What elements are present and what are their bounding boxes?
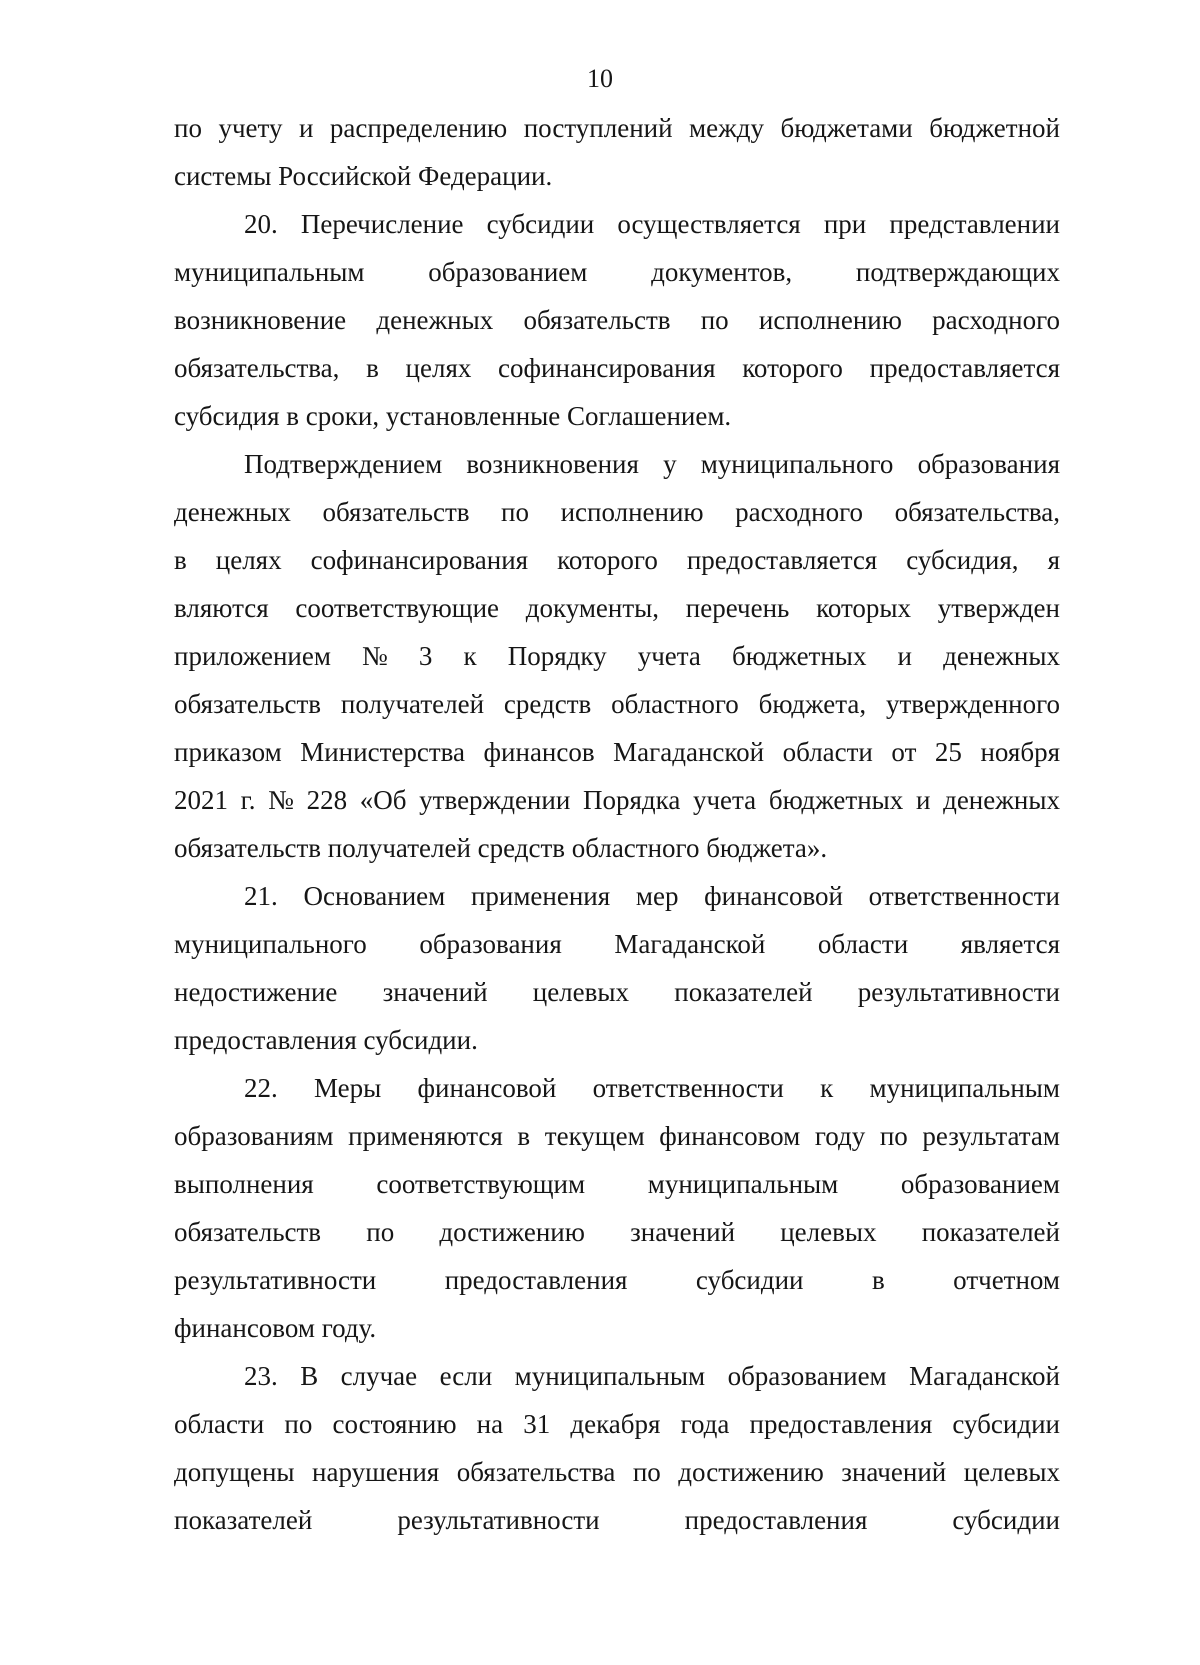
text-line: системы Российской Федерации.: [174, 161, 553, 191]
text-line: 20. Перечисление субсидии осуществляется при представлении: [244, 209, 1060, 239]
text-line: результативности предоставления субсидии в отчетном: [174, 1265, 1060, 1295]
text-line: возникновение денежных обязательств по исполнению расходного: [174, 305, 1060, 335]
text-line: допущены нарушения обязательства по достижению значений целевых: [174, 1457, 1060, 1487]
text-line: вляются соответствующие документы, перечень которых утвержден: [174, 593, 1060, 623]
text-line: обязательств получателей средств областного бюджета».: [174, 833, 828, 863]
text-line: приказом Министерства финансов Магаданской области от 25 ноября: [174, 737, 1060, 767]
text-line: показателей результативности предоставления субсидии: [174, 1505, 1060, 1535]
text-line: области по состоянию на 31 декабря года предоставления субсидии: [174, 1409, 1060, 1439]
text-line: финансовом году.: [174, 1313, 377, 1343]
text-line: приложением № 3 к Порядку учета бюджетных и денежных: [174, 641, 1060, 671]
text-line: недостижение значений целевых показателей результативности: [174, 977, 1060, 1007]
text-line: по учету и распределению поступлений между бюджетами бюджетной: [174, 113, 1060, 143]
text-line: обязательства, в целях софинансирования которого предоставляется: [174, 353, 1060, 383]
page-number: 10: [587, 64, 613, 93]
text-line: субсидия в сроки, установленные Соглашением.: [174, 401, 732, 431]
text-line: в целях софинансирования которого предоставляется субсидия, я: [174, 545, 1060, 575]
text-line: 2021 г. № 228 «Об утверждении Порядка учета бюджетных и денежных: [174, 785, 1060, 815]
text-line: выполнения соответствующим муниципальным образованием: [174, 1169, 1060, 1199]
text-line: обязательств по достижению значений целевых показателей: [174, 1217, 1060, 1247]
text-line: денежных обязательств по исполнению расходного обязательства,: [174, 497, 1060, 527]
text-line: образованиям применяются в текущем финансовом году по результатам: [174, 1121, 1060, 1151]
text-line: муниципального образования Магаданской области является: [174, 929, 1060, 959]
text-line: обязательств получателей средств областного бюджета, утвержденного: [174, 689, 1060, 719]
text-line: 22. Меры финансовой ответственности к муниципальным: [244, 1073, 1060, 1103]
document-body: [174, 104, 1060, 1544]
text-line: 23. В случае если муниципальным образованием Магаданской: [244, 1361, 1060, 1391]
text-line: Подтверждением возникновения у муниципального образования: [244, 449, 1060, 479]
text-line: муниципальным образованием документов, подтверждающих: [174, 257, 1060, 287]
text-line: 21. Основанием применения мер финансовой ответственности: [244, 881, 1060, 911]
text-line: предоставления субсидии.: [174, 1025, 478, 1055]
